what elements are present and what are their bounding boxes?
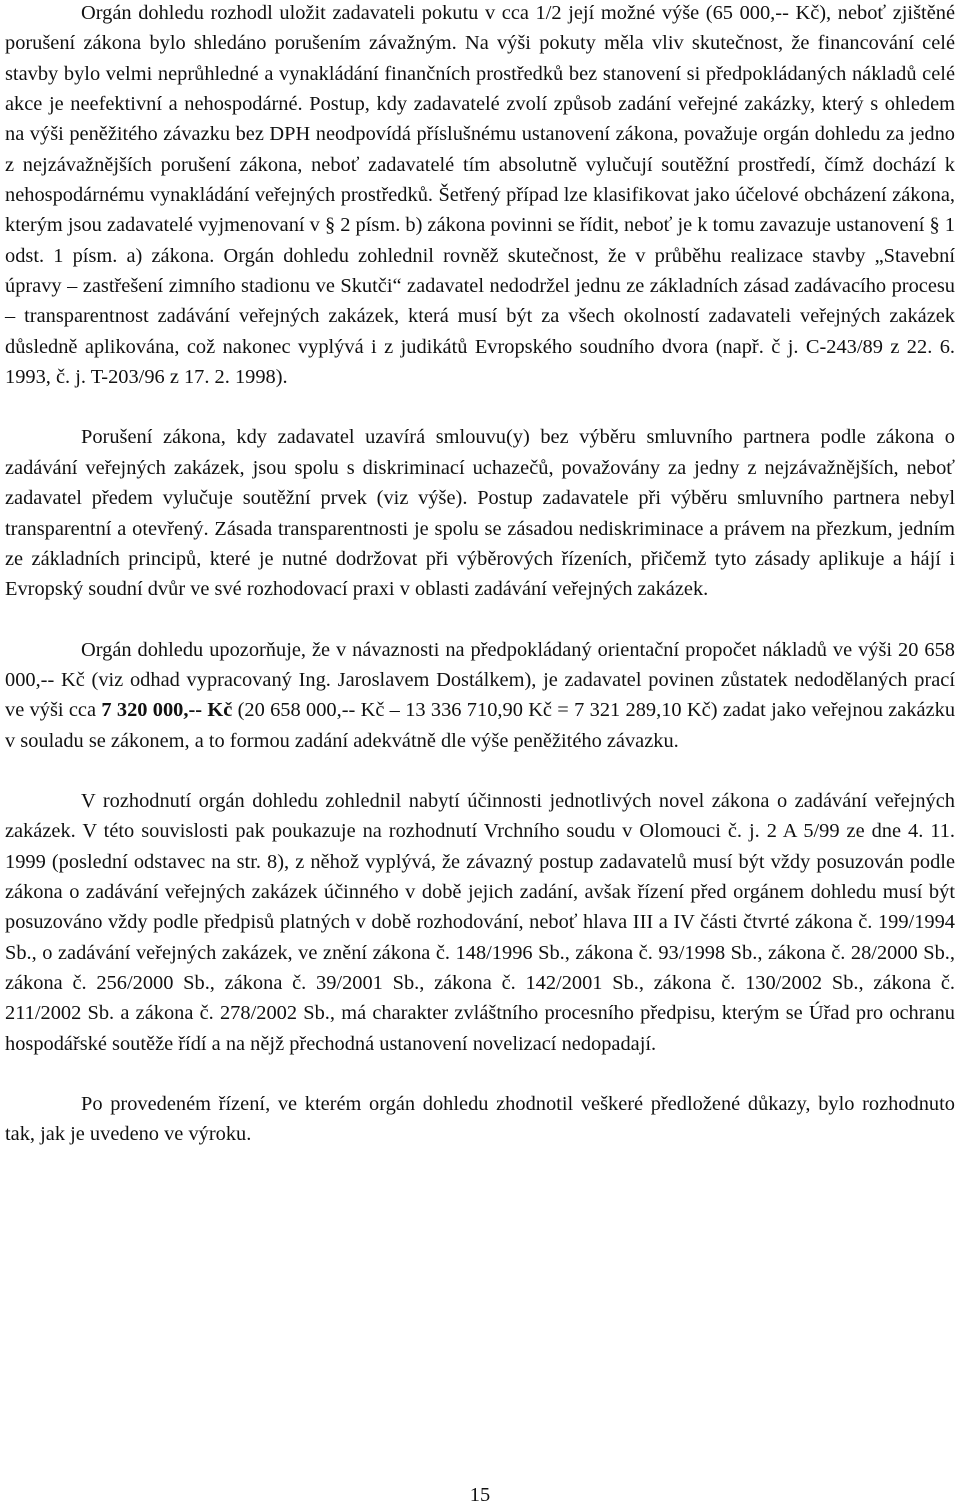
- document-body: [5, 0, 955, 1150]
- paragraph-fine-justification: Orgán dohledu rozhodl uložit zadavateli pokutu v cca 1/2 její možné výše (65 000,-- Kč), neboť zjištěné porušení zákona bylo shledáno porušením závažným. Na výši pokuty měla vliv skutečnost, že financování celé stavby bylo velmi neprůhledné a vynakládání finančních prostředků bez stanovení si předpokládaných nákladů celé akce je neefektivní a nehospodárné. Postup, kdy zadavatelé zvolí způsob zadání veřejné zakázky, který s ohledem na výši peněžitého závazku bez DPH neodpovídá příslušnému ustanovení zákona, považuje orgán dohledu za jedno z nejzávažnějších porušení zákona, neboť zadavatelé tím absolutně vylučují soutěžní prostředí, čímž dochází k nehospodárnému vynakládání veřejných prostředků. Šetřený případ lze klasifikovat jako účelové obcházení zákona, kterým jsou zadavatelé vyjmenovaní v § 2 písm. b) zákona povinni se řídit, neboť je k tomu zavazuje ustanovení § 1 odst. 1 písm. a) zákona. Orgán dohledu zohlednil rovněž skutečnost, že v průběhu realizace stavby „Stavební úpravy – zastřešení zimního stadionu ve Skutči“ zadavatel nedodržel jednu ze základních zásad zadávacího procesu – transparentnost zadávání veřejných zakázek, která musí být za všech okolností zadavateli veřejných zakázek důsledně aplikována, což nakonec vyplývá i z judikátů Evropského soudního dvora (např. č j. C-243/89 z 22. 6. 1993, č. j. T-203/96 z 17. 2. 1998).: [5, 2, 955, 389]
- paragraph-remaining-works: [5, 635, 955, 756]
- page-number: 15: [469, 1484, 491, 1506]
- paragraph-transparency: Porušení zákona, kdy zadavatel uzavírá smlouvu(y) bez výběru smluvního partnera podle zákona o zadávání veřejných zakázek, jsou spolu s diskriminací uchazečů, považovány za jedny z nejzávažnějších, neboť zadavatel předem vylučuje soutěžní prvek (viz výše). Postup zadavatele při výběru smluvního partnera nebyl transparentní a otevřený. Zásada transparentnosti je spolu se zásadou nediskriminace a právem na přezkum, jedním ze základních principů, které je nutné dodržovat při výběrových řízeních, přičemž tyto zásady aplikuje a hájí i Evropský soudní dvůr ve své rozhodovací praxi v oblasti zadávání veřejných zakázek.: [5, 426, 955, 601]
- paragraph-remaining-works-text-before: Orgán dohledu upozorňuje, že v návaznosti na předpokládaný orientační propočet nákladů ve výši 20 658 000,-- Kč (viz odhad vypracovaný Ing. Jaroslavem Dostálkem), je zadavatel povinen zůstatek nedodělaných prací ve výši cca: [5, 638, 955, 722]
- paragraph-conclusion: Po provedeném řízení, ve kterém orgán dohledu zhodnotil veškeré předložené důkazy, bylo rozhodnuto tak, jak je uvedeno ve výroku.: [5, 1093, 955, 1146]
- amount-highlight: 7 320 000,-- Kč: [101, 699, 233, 722]
- paragraph-remaining-works-text-after: (20 658 000,-- Kč – 13 336 710,90 Kč = 7 321 289,10 Kč) zadat jako veřejnou zakázku v souladu se zákonem, a to formou zadání adekvátně dle výše peněžitého závazku.: [5, 699, 956, 752]
- paragraph-law-amendments: V rozhodnutí orgán dohledu zohlednil nabytí účinnosti jednotlivých novel zákona o zadávání veřejných zakázek. V této souvislosti pak poukazuje na rozhodnutí Vrchního soudu v Olomouci č. j. 2 A 5/99 ze dne 4. 11. 1999 (poslední odstavec na str. 8), z něhož vyplývá, že závazný postup zadavatelů musí být vždy posuzován podle zákona o zadávání veřejných zakázek účinného v době jejich zadání, avšak řízení před orgánem dohledu musí být posuzováno vždy podle předpisů platných v době rozhodování, neboť hlava III a IV části čtvrté zákona č. 199/1994 Sb., o zadávání veřejných zakázek, ve znění zákona č. 148/1996 Sb., zákona č. 93/1998 Sb., zákona č. 28/2000 Sb., zákona č. 256/2000 Sb., zákona č. 39/2001 Sb., zákona č. 142/2001 Sb., zákona č. 130/2002 Sb., zákona č. 211/2002 Sb. a zákona č. 278/2002 Sb., má charakter zvláštního procesního předpisu, kterým se Úřad pro ochranu hospodářské soutěže řídí a na nějž přechodná ustanovení novelizací nedopadají.: [5, 789, 955, 1055]
